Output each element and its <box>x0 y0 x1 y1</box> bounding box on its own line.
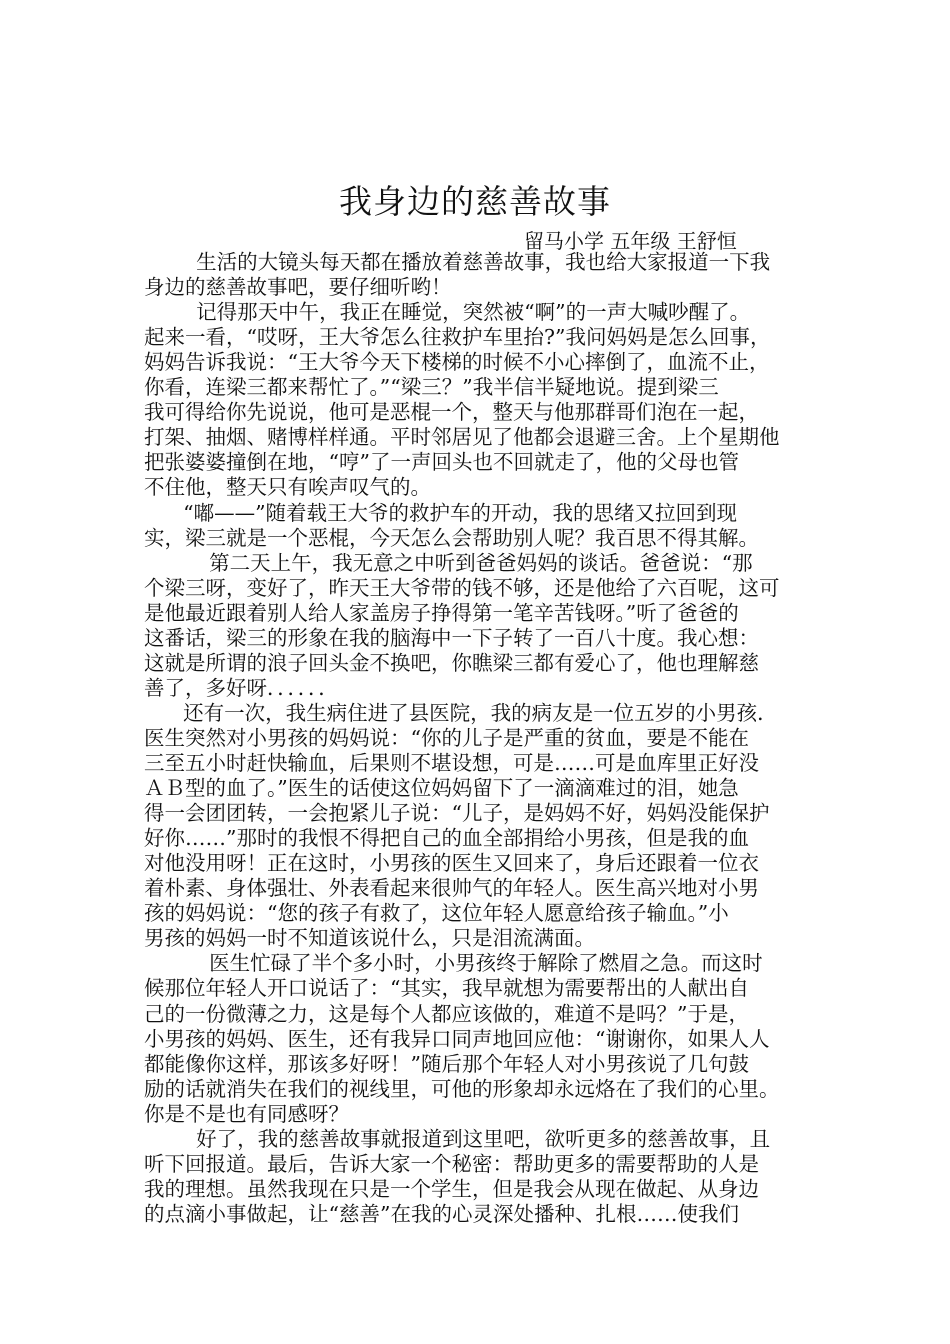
text-line: 不住他，整天只有唉声叹气的。 <box>144 475 431 500</box>
text-line: 的点滴小事做起，让“慈善”在我的心灵深处播种、扎根……使我们 <box>144 1201 739 1226</box>
text-line: 励的话就消失在我们的视线里，可他的形象却永远烙在了我们的心里。 <box>144 1076 780 1101</box>
text-line: 孩的妈妈说：“您的孩子有救了，这位年轻人愿意给孩子输血。”小 <box>144 901 729 926</box>
text-line: 医生突然对小男孩的妈妈说：“你的儿子是严重的贫血，要是不能在 <box>144 725 749 750</box>
text-line: 都能像你这样，那该多好呀！”随后那个年轻人对小男孩说了几句鼓 <box>144 1051 749 1076</box>
text-line: 起来一看，“哎呀，王大爷怎么往救护车里抬?”我问妈妈是怎么回事， <box>144 325 771 350</box>
text-line: 这番话，梁三的形象在我的脑海中一下子转了一百八十度。我心想： <box>144 625 759 650</box>
text-line: 打架、抽烟、赌博样样通。平时邻居见了他都会退避三舍。上个星期他 <box>144 425 780 450</box>
text-line: 你是不是也有同感呀？ <box>144 1101 349 1126</box>
text-line: 男孩的妈妈一时不知道该说什么，只是泪流满面。 <box>144 926 595 951</box>
text-line: 医生忙碌了半个多小时，小男孩终于解除了燃眉之急。而这时 <box>144 951 763 976</box>
text-line: 着朴素、身体强壮、外表看起来很帅气的年轻人。医生高兴地对小男 <box>144 876 759 901</box>
text-line: 第二天上午，我无意之中听到爸爸妈妈的谈话。爸爸说：“那 <box>144 550 753 575</box>
text-line: 身边的慈善故事吧，要仔细听哟！ <box>144 275 452 300</box>
text-line: 好了，我的慈善故事就报道到这里吧，欲听更多的慈善故事，且 <box>144 1126 771 1151</box>
text-line: 还有一次，我生病住进了县医院，我的病友是一位五岁的小男孩． <box>144 700 778 725</box>
text-line: 候那位年轻人开口说话了：“其实，我早就想为需要帮出的人献出自 <box>144 976 749 1001</box>
text-line: ＡＢ型的血了。”医生的话使这位妈妈留下了一滴滴难过的泪，她急 <box>144 776 739 801</box>
text-line: 己的一份微薄之力，这是每个人都应该做的，难道不是吗？”于是， <box>144 1001 749 1026</box>
text-line: “嘟——”随着载王大爷的救护车的开动，我的思绪又拉回到现 <box>144 500 738 525</box>
text-line: 是他最近跟着别人给人家盖房子挣得第一笔辛苦钱呀。”听了爸爸的 <box>144 600 739 625</box>
text-line: 你看，连梁三都来帮忙了。”“梁三？”我半信半疑地说。提到梁三 <box>144 375 719 400</box>
text-line: 我可得给你先说说，他可是恶棍一个，整天与他那群哥们泡在一起， <box>144 400 759 425</box>
text-line: 把张婆婆撞倒在地，“哼”了一声回头也不回就走了，他的父母也管 <box>144 450 739 475</box>
author-byline: 留马小学 五年级 王舒恒 <box>524 229 737 253</box>
text-line: 我的理想。虽然我现在只是一个学生，但是我会从现在做起、从身边 <box>144 1176 759 1201</box>
text-line: 这就是所谓的浪子回头金不换吧，你瞧梁三都有爱心了，他也理解慈 <box>144 650 759 675</box>
text-line: 生活的大镜头每天都在播放着慈善故事，我也给大家报道一下我 <box>144 250 771 274</box>
document-title: 我身边的慈善故事 <box>339 182 611 221</box>
text-line: 妈妈告诉我说：“王大爷今天下楼梯的时候不小心摔倒了，血流不止， <box>144 350 770 375</box>
text-line: 个梁三呀，变好了，昨天王大爷带的钱不够，还是他给了六百呢，这可 <box>144 575 780 600</box>
text-line: 小男孩的妈妈、医生，还有我异口同声地回应他：“谢谢你，如果人人 <box>144 1026 770 1051</box>
text-line: 得一会团团转，一会抱紧儿子说：“儿子，是妈妈不好，妈妈没能保护 <box>144 801 770 826</box>
text-line: 好你……”那时的我恨不得把自己的血全部捐给小男孩，但是我的血 <box>144 826 749 851</box>
text-line: 听下回报道。最后，告诉大家一个秘密：帮助更多的需要帮助的人是 <box>144 1151 759 1176</box>
text-line: 对他没用呀！正在这时，小男孩的医生又回来了，身后还跟着一位衣 <box>144 851 759 876</box>
text-line: 三至五小时赶快输血，后果则不堪设想，可是……可是血库里正好没 <box>144 751 759 775</box>
text-line: 实，梁三就是一个恶棍，今天怎么会帮助别人呢？我百思不得其解。 <box>144 525 759 550</box>
text-line: 善了，多好呀．．．．．． <box>144 675 339 700</box>
text-line: 记得那天中午，我正在睡觉，突然被“啊”的一声大喊吵醒了。 <box>144 300 751 325</box>
